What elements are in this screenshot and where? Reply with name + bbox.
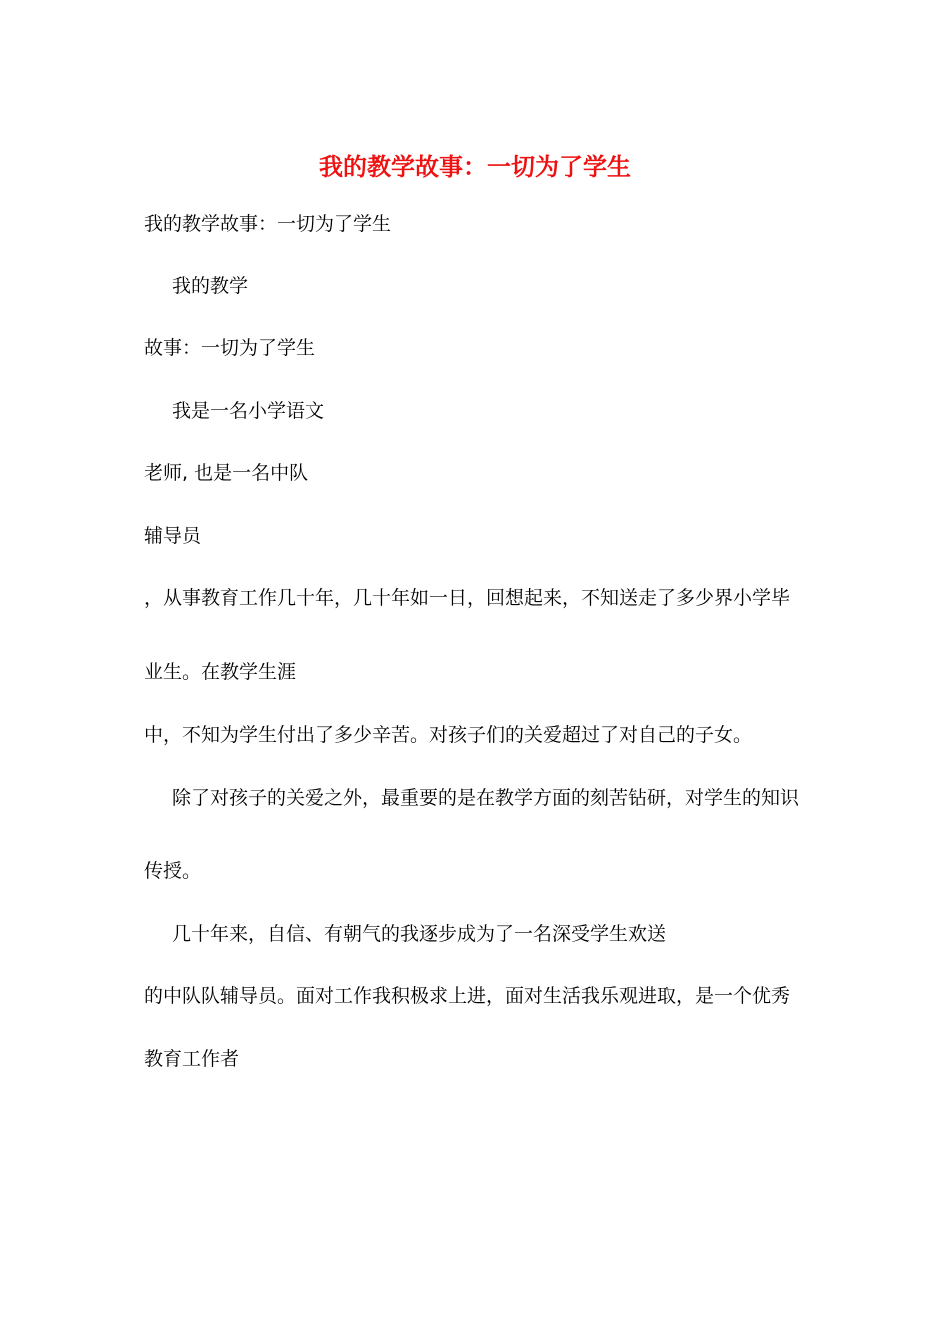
paragraph-line: 我的教学故事：一切为了学生 (144, 213, 392, 235)
paragraph-line: 除了对孩子的关爱之外，最重要的是在教学方面的刻苦钻研，对学生的知识 (172, 787, 800, 809)
paragraph-line: 传授。 (144, 860, 202, 882)
paragraph-line: 老师, 也是一名中队 (144, 462, 309, 484)
paragraph-line: 业生。在教学生涯 (144, 661, 297, 683)
paragraph-line: 教育工作者 (144, 1048, 240, 1070)
document-title: 我的教学故事：一切为了学生 (319, 152, 631, 181)
paragraph-line: 我是一名小学语文 (172, 400, 325, 422)
paragraph-line: ，从事教育工作几十年，几十年如一日，回想起来，不知送走了多少界小学毕 (144, 587, 791, 609)
paragraph-line: 故事：一切为了学生 (144, 337, 316, 359)
paragraph-line: 几十年来，自信、有朝气的我逐步成为了一名深受学生欢送 (172, 923, 667, 945)
paragraph-line: 中，不知为学生付出了多少辛苦。对孩子们的关爱超过了对自己的子女。 (144, 724, 753, 746)
paragraph-line: 我的教学 (172, 275, 249, 297)
paragraph-line: 辅导员 (144, 525, 202, 547)
paragraph-line: 的中队队辅导员。面对工作我积极求上进，面对生活我乐观进取，是一个优秀 (144, 985, 791, 1007)
